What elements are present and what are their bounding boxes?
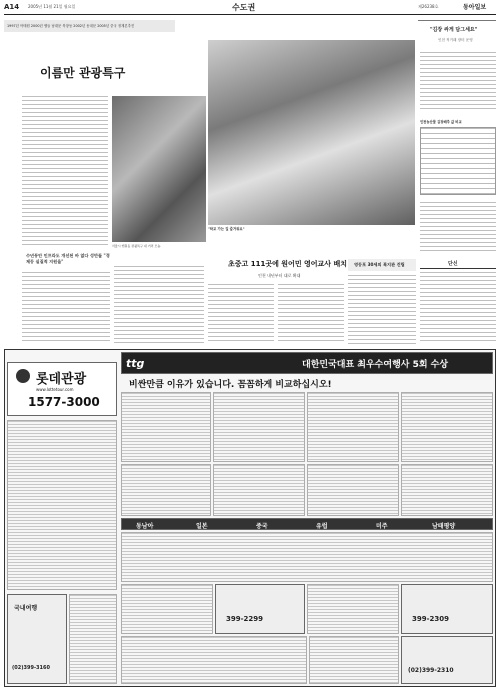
tour-cell-8 [401,464,493,516]
region-5: 미주 [376,523,388,530]
company-url: www.lottetour.com [36,387,74,392]
paper-logo: 동아일보 [463,4,487,11]
tour-cell-4 [401,392,493,462]
street-photo-caption: 서울시 엔원동 관광특구 내 거리 모습. [112,244,162,248]
phone-box-3 [401,636,493,684]
children-photo-caption [208,227,415,241]
tour-cell-7 [307,464,399,516]
right-bottom-bar [348,259,416,271]
tour-cell-5 [121,464,211,516]
edition-number: 제26238호 [418,4,439,9]
region-1: 동남아 [136,523,154,530]
tour-cell-3 [307,392,399,462]
ad-slogan: 비싼만큼 이유가 있습니다. 꼼꼼하게 비교하십시오! [129,380,332,390]
lotte-emblem-icon [16,369,30,383]
price-table-title: 인천농산물 김장배추 값 비교 [420,120,462,124]
main-headline: 이름만 관광특구 [40,66,126,80]
domestic-tour-phone: (02)399-3160 [12,665,50,671]
region-2: 일본 [196,523,208,530]
tour-cell-2 [213,392,305,462]
right-rule [418,20,496,21]
issue-date: 2005년 11월 21일 월요일 [28,4,76,9]
right-kicker: "김장 싸게 담그세요" [430,27,478,33]
page-number: A14 [4,3,20,11]
right-bottom-headline: 영등포 30세의 복지관 건립 [354,262,405,267]
bottom-listings-1 [121,636,307,684]
region-3: 중국 [256,523,268,530]
sidebar-body [420,272,496,344]
right-bottom-body [348,275,416,344]
domestic-tour-label: 국내여행 [14,605,38,612]
award-banner: 대한민국대표 최우수여행사 5회 수상 [302,360,449,370]
mid-article-col2 [278,284,344,344]
price-table [420,127,496,195]
phone-3: (02)399-2310 [408,667,454,674]
tour-cell-6 [213,464,305,516]
sub-headline: 수년동안 인프라도 개선된 바 없다 성만들 "경제등 실질적 지원을" [26,253,110,264]
left-bottom-listings [69,594,117,684]
sidebar-title: 단신 [448,261,458,267]
page-header [0,0,500,14]
region-4: 유럽 [316,523,328,530]
region-6: 남태평양 [432,523,456,530]
main-phone: 1577-3000 [28,395,100,409]
children-caption-title: "학교 가는 길 즐거워요" [208,227,245,231]
phone-box-2 [401,584,493,634]
phone-box-1 [215,584,305,634]
bottom-listings-2 [309,636,399,684]
mid-subheadline: 인천 내년부터 대로 확대 [258,273,301,278]
street-photo [112,96,206,242]
mid-article-col1 [208,284,274,344]
sidebar-header [420,259,496,269]
company-name: 롯데관광 [36,372,87,387]
section-title: 수도권 [232,3,256,12]
tour-cell-1 [121,392,211,462]
ad-top-banner [121,352,493,374]
right-sub: 인천 직거래 장터 운영 [438,38,473,42]
tour-cell-10 [307,584,399,634]
region-bar [121,518,493,530]
right-article-body [420,52,496,112]
ttg-logo: ttg [126,357,145,370]
article-tagline: 1997년 아태원 2000년 엠들 남대문 북창동 2002년 동대문 2005년 중국 정계론추진 [7,24,135,28]
domestic-tour-box [7,594,67,684]
mid-headline: 초중고 111곳에 원어민 영어교사 배치 [228,260,348,268]
phone-1: 399-2299 [226,615,263,623]
children-photo [208,40,415,225]
main-article-body-col2 [22,272,110,344]
header-rule [4,14,496,15]
tour-cell-9 [121,584,213,634]
lotte-logo-box [7,362,117,416]
article-tagline-bar [4,20,175,32]
region-listings [121,532,493,582]
travel-ad [4,349,496,687]
phone-2: 399-2309 [412,615,449,623]
lotte-tour-listings [7,420,117,590]
main-article-body-col1 [22,96,108,246]
main-article-body-col3 [114,266,204,344]
right-article-body-2 [420,202,496,252]
